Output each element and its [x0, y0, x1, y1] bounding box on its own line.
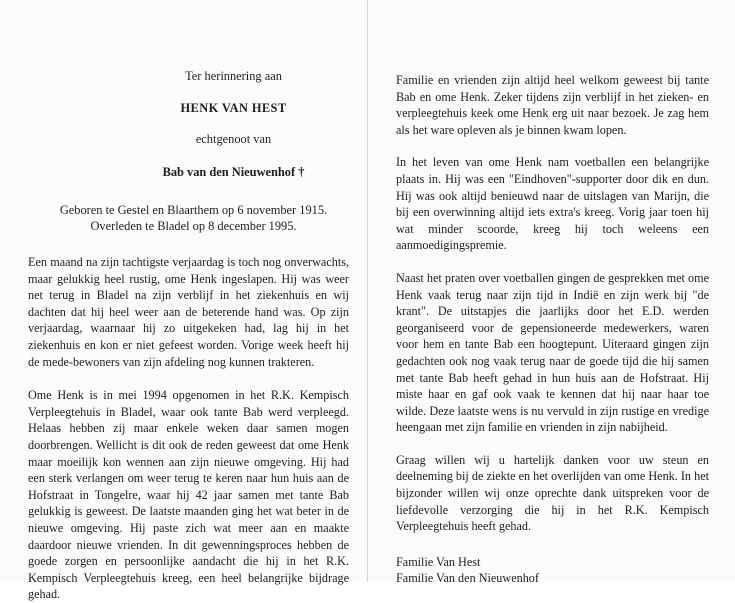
paragraph: Ome Henk is in mei 1994 opgenomen in het R.K. Kempisch Verpleegtehuis in Bladel, waar ook tante Bab werd verpleegd. Helaas hebben zij maar enkele weken daar samen mogen doorbrengen. Wellicht is dit ook de reden geweest dat ome Henk maar moeilijk kon wennen aan zijn nieuwe omgeving. Hij had een sterk verlangen om weer terug te keren naar hun huis aan de Hofstraat in Tongelre, waar hij 42 jaar samen met tante Bab gelukkig is geweest. De laatste maanden ging het wat beter in de nieuwe omgeving. Hij paste zich wat meer aan en maakte daardoor nieuwe vrienden. In dit gewenningsproces hebben de goede zorgen en persoonlijke aandacht die hij in het R.K. Kempisch Verpleegtehuis kreeg, een heel belangrijke bijdrage gehad.	[28, 388, 349, 602]
paragraph: Graag willen wij u hartelijk danken voor uw steun en deelneming bij de ziekte en het overlijden van ome Henk. In het bijzonder willen wij onze oprechte dank uitspreken voor de liefdevolle verzorging die hij in het R.K. Kempisch Verpleegtehuis heeft gehad.	[396, 452, 709, 534]
right-page	[368, 0, 735, 586]
life-dates	[28, 202, 359, 234]
paragraph: Naast het praten over voetballen gingen de gesprekken met ome Henk vaak terug naar zijn tijd in Indië en zijn werk bij "de krant". De uitstapjes die jaarlijks door het E.D. werden georganiseerd voor de gepensioneerde medewerkers, waren voor hem en tante Bab een hoogtepunt. Uiteraard gingen zijn gedachten ook nog vaak terug naar de goede tijd die hij samen met tante Bab heeft gehad in hun huis aan de Hofstraat. Hij miste haar en gaf ook vaak te kennen dat hij naar haar toe wilde. Deze laatste wens is nu vervuld in zijn rustige en vredige heengaan met zijn familie en vrienden in zijn nabijheid.	[396, 270, 709, 435]
deceased-name: HENK VAN HEST	[180, 101, 287, 115]
paragraph: Een maand na zijn tachtigste verjaardag is toch nog onverwachts, maar gelukkig heel rustig, ome Henk ingeslapen. Hij was weer net terug in Bladel na zijn verblijf in het ziekenhuis en wij dachten dat hij heel weer aan de beterende hand was. Op zijn verjaardag, waarnaar hij zo uitgekeken had, lag hij in het ziekenhuis en kon er niet gefeest worden. Vorige week heeft hij de mede-bewoners van zijn afdeling nog kunnen trakteren.	[28, 255, 349, 369]
signature-line: Familie Van den Nieuwenhof	[396, 571, 539, 586]
relation-line: echtgenoot van	[195, 132, 272, 146]
paragraph: In het leven van ome Henk nam voetballen een belangrijke plaats in. Hij was een "Eindhoven"-supporter door dik en dun. Hij was ook altijd benieuwd naar de uitslagen van Marijn, die bij een overwinning altijd iets extra's kreeg. Vorig jaar toen hij wat minder scoorde, kreeg hij toch weleens een aanmoedigingspremie.	[396, 155, 709, 253]
signature-line: Familie Van Hest	[396, 554, 481, 569]
birth-line: Geboren te Gestel en Blaarthem op 6 november 1915.	[59, 203, 328, 217]
signatures	[396, 554, 709, 587]
left-page	[0, 0, 367, 602]
death-line: Overleden te Bladel op 8 december 1995.	[90, 219, 297, 233]
spouse-name: Bab van den Nieuwenhof †	[162, 165, 305, 179]
intro-line: Ter herinnering aan	[185, 69, 282, 83]
paragraph: Familie en vrienden zijn altijd heel welkom geweest bij tante Bab en ome Henk. Zeker tijdens zijn verblijf in het zieken- en verpleegtehuis keek ome Henk erg uit naar bezoek. Je zag hem als het ware opleven als je binnen kwam lopen.	[396, 73, 709, 137]
